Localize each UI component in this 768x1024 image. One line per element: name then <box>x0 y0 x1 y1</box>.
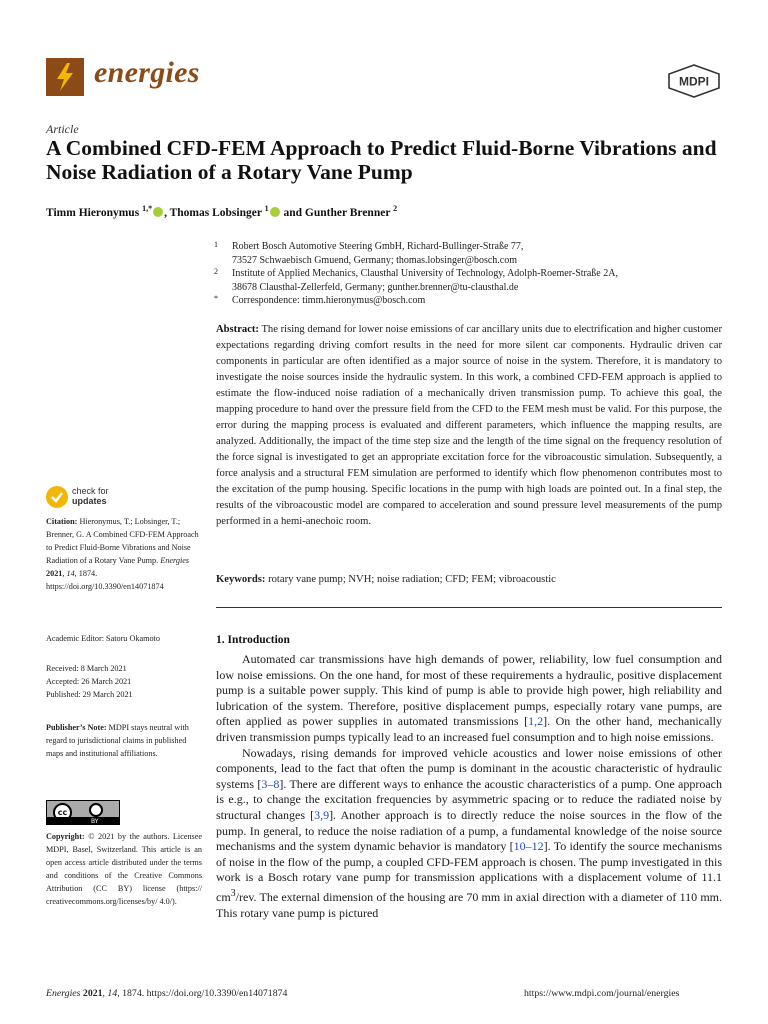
affiliation-line: Correspondence: timm.hieronymus@bosch.com <box>232 295 426 307</box>
article-type: Article <box>46 122 79 136</box>
author-name: Thomas Lobsinger <box>169 206 265 219</box>
paragraph: Automated car transmissions have high demands of power, reliability, low fuel consumption and low noise emissions. On the one hand, for most of these requirements a hydraulic, positive displacement pump is a suitable power supply. This kind of pump is able to provide high power, high reliability and lubrication of the system. Therefore, positive displacement pumps, especially rotary vane pumps, are often applied as power supplies in automated transmissions [1,2]. On the other hand, mechanically driven transmission pumps typically lead to an increased fuel consumption and to high noise emissions. <box>216 652 722 744</box>
citation: Citation: Hieronymus, T.; Lobsinger, T.; Brenner, G. A Combined CFD-FEM Approach to Predict Fluid-Borne Vibrations and Noise Radiation of a Rotary Vane Pump. Energies 2021, 14, 1874. https://doi.org/10.3390/en14071874 <box>46 517 199 591</box>
affiliation <box>214 267 724 294</box>
copyright <box>46 830 202 908</box>
publisher-note-text: MDPI stays neutral with regard to jurisdictional claims in published maps and institutional affiliations. <box>46 723 189 758</box>
author-list: Timm Hieronymus $^{1,*}$ , Thomas Lobsinger $^1$ and Gunther Brenner $^2$ <box>46 204 398 219</box>
footer-volume: 14 <box>107 988 118 999</box>
section-heading <box>216 634 290 646</box>
author-name: Timm Hieronymus <box>46 206 143 219</box>
cc-icon: cc <box>53 803 72 822</box>
affiliation-mark: * <box>214 294 218 304</box>
academic-editor: Academic Editor: Satoru Okamoto <box>46 634 160 643</box>
check-icon <box>46 486 68 508</box>
affiliation-line: Robert Bosch Automotive Steering GmbH, Richard-Bullinger-Straße 77, <box>232 241 524 252</box>
check-for-updates-button[interactable] <box>46 486 166 512</box>
affiliation <box>214 240 724 267</box>
citation-label: Citation: <box>46 517 78 526</box>
keywords <box>216 574 722 585</box>
abstract-label: Abstract: <box>216 324 259 335</box>
cc-by-license-badge[interactable] <box>46 800 120 825</box>
affiliation-mark: 2 <box>214 267 218 277</box>
copyright-label: Copyright: <box>46 832 85 841</box>
reference-link[interactable]: 10–12 <box>513 839 544 854</box>
journal-name: energies <box>94 56 200 89</box>
accepted-date: Accepted: 26 March 2021 <box>46 677 132 686</box>
section-number: 1. <box>216 634 225 646</box>
publisher-logo <box>668 64 720 98</box>
reference-link[interactable]: 1,2 <box>528 714 544 729</box>
footer-year: 2021 <box>82 988 103 999</box>
citation-doi[interactable]: 1874. https://doi.org/10.3390/en14071874 <box>46 569 164 591</box>
author-name: Gunther Brenner <box>304 206 394 219</box>
received-date: Received: 8 March 2021 <box>46 664 127 673</box>
divider <box>216 607 722 608</box>
by-label: BY <box>91 818 99 825</box>
citation-volume: 14 <box>66 569 75 578</box>
keywords-label: Keywords: <box>216 574 266 585</box>
affiliation <box>214 294 724 308</box>
paragraph: Nowadays, rising demands for improved vehicle acoustics and lower noise emissions of other components, lead to the fact that often the pump is dominant in the acoustic characteristic of hydraulic systems [3–8]. There are different ways to enhance the acoustic characteristics of a pump. One approach is e.g., to change the excitation frequencies by asymmetric spacing or to reduce the radiated noise by structural changes [3,9]. Another approach is to directly reduce the noise sources in the flow of the pump. In general, to reduce the noise radiation of a pump, a fundamental knowledge of the noise source mechanisms and the system dynamic behavior is mandatory [10–12]. To identify the source mechanisms of noise in the flow of the pump, a coupled CFD-FEM approach is chosen. The pump investigated in this work is a Bosch rotary vane pump for transmission applications with a displacement volume of 11.1 $cm^3$/rev. The external dimension of the housing are 70 mm in axial direction with a diameter of 110 mm. This rotary vane pump is pictured <box>216 745 723 920</box>
citation-year: 2021 <box>46 569 63 578</box>
orcid-icon[interactable] <box>270 207 280 217</box>
reference-link[interactable]: 3,9 <box>314 807 330 822</box>
footer-journal-url[interactable]: https://www.mdpi.com/journal/energies <box>524 988 680 999</box>
publisher-note-label: Publisher’s Note: <box>46 723 107 732</box>
publisher-name: MDPI <box>679 74 709 89</box>
publisher-note <box>46 721 202 760</box>
attribution-icon <box>89 803 103 817</box>
article-title: A Combined CFD-FEM Approach to Predict Fluid-Borne Vibrations and Noise Radiation of a Rotary Vane Pump <box>46 136 717 184</box>
orcid-icon[interactable] <box>153 207 163 217</box>
affiliation-line: 38678 Clausthal-Zellerfeld, Germany; gunther.brenner@tu-clausthal.de <box>232 281 519 293</box>
abstract-text: The rising demand for lower noise emissions of car ancillary units due to electrification and higher customer expectations regarding driving comfort results in the need for more silent car components. Hydraulic driven car components in particular are often identified as a major source of noise in the system. Therefore, it is mandatory to investigate the noise sources inside the hydraulic system. In this work, a combined CFD-FEM approach is applied to estimate the flow-induced noise radiation of a mechanically driven transmission pump. To achieve this goal, the mapping procedure to hand over the pressure field from the CFD to the FEM mesh must be valid. For this purpose, the error during the mapping process is evaluated and different parameters, which influence the mapping results, are analyzed. Additionally, the impact of the time step size and the length of the time signal on the frequency resolution of the force signal is investigated to get an appropriate excitation force for the vibroacoustic simulation. Subsequently, a force analysis and a structural FEM simulation are performed to identify which flow phenomenon contributes most to the excitation of the pump housing. Specific locations in the pump with high loads are pointed out. In a final step, the results of the vibroacoustic model are compared to acceleration and sound pressure level measurements of the pump performed in a hemi-anechoic room. <box>216 324 722 527</box>
author-affiliation-mark: 2 <box>393 204 398 213</box>
check-for-label: check for <box>72 486 109 496</box>
citation-text: Hieronymus, T.; Lobsinger, T.; Brenner, G. A Combined CFD-FEM Approach to Predict Fluid-Borne Vibrations and Noise Radiation of a Rotary Vane Pump. <box>46 517 199 565</box>
updates-label: updates <box>72 496 107 506</box>
copyright-text: © 2021 by the authors. Licensee MDPI, Basel, Switzerland. This article is an open access article distributed under the terms and conditions of the Creative Commons Attribution (CC BY) license (https:// creativecommons.org/licenses/by/ 4.0/). <box>46 832 203 906</box>
affiliations <box>214 240 724 308</box>
affiliation-mark: 1 <box>214 240 218 249</box>
reference-link[interactable]: 3–8 <box>261 776 280 791</box>
section-title: Introduction <box>227 634 290 646</box>
footer-doi: , 1874. https://doi.org/10.3390/en14071874 <box>117 988 288 999</box>
footer-journal: Energies <box>46 988 81 999</box>
body-text <box>216 652 722 921</box>
author-affiliation-mark: 1 <box>264 204 269 213</box>
author-affiliation-mark: 1,* <box>142 204 153 213</box>
affiliation-line: Institute of Applied Mechanics, Clausthal University of Technology, Adolph-Roemer-Straße 2A, <box>232 268 618 280</box>
abstract <box>216 322 722 530</box>
published-date: Published: 29 March 2021 <box>46 690 133 699</box>
affiliation-line: 73527 Schwaebisch Gmuend, Germany; thomas.lobsinger@bosch.com <box>232 254 517 266</box>
footer-citation: Energies 2021, 14, 1874. https://doi.org/10.3390/en14071874 <box>46 988 288 999</box>
citation-journal: Energies <box>160 556 190 565</box>
journal-logo-icon <box>46 58 84 96</box>
keywords-text: rotary vane pump; NVH; noise radiation; CFD; FEM; vibroacoustic <box>268 574 556 585</box>
dates <box>46 662 202 701</box>
